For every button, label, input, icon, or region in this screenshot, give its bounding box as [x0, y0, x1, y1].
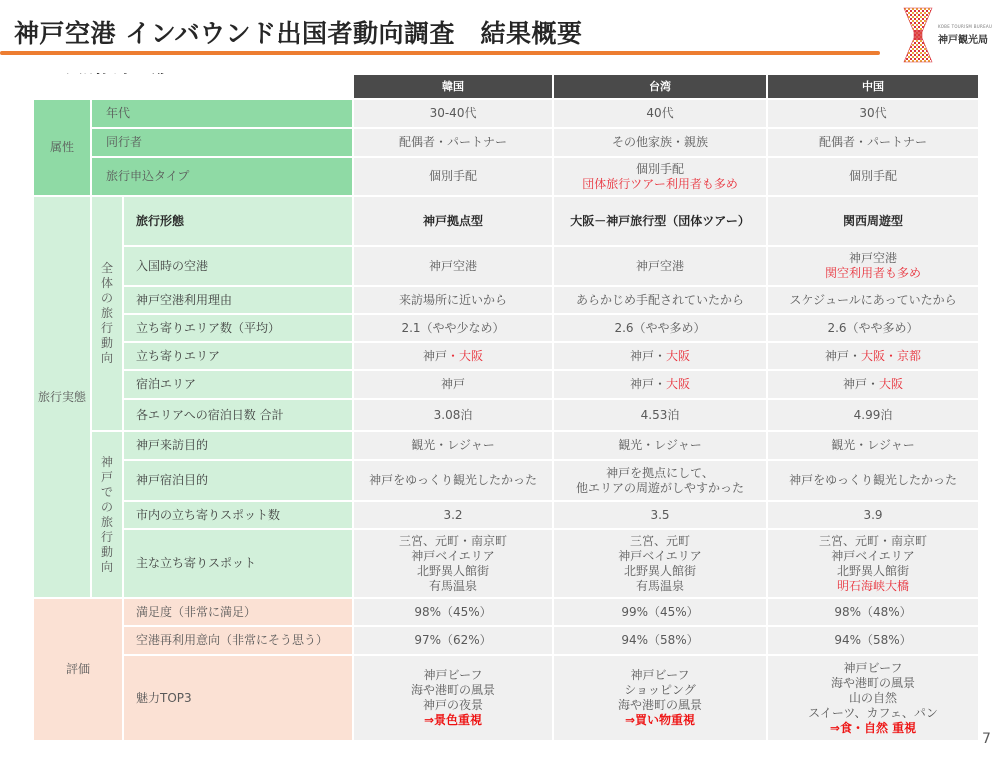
- table-row: [33, 342, 979, 370]
- table-row: [33, 529, 979, 598]
- row-label-area-count: 立ち寄りエリア数（平均）: [123, 314, 353, 342]
- cell-taiwan-style: 大阪－神戸旅行型（団体ツアー）: [553, 196, 767, 246]
- cell-china-spots: 三宮、元町・南京町 神戸ベイエリア 北野異人館街 明石海峡大橋: [767, 529, 979, 598]
- subgroup-travel-kobe: 神戸での旅行動向: [91, 431, 123, 598]
- title-underline: [0, 51, 880, 55]
- cell-china-stay-area: 神戸・大阪: [767, 370, 979, 399]
- row-label-satisfaction: 満足度（非常に満足）: [123, 598, 353, 626]
- cell-taiwan-stay-area: 神戸・大阪: [553, 370, 767, 399]
- cell-korea-arrival-airport: 神戸空港: [353, 246, 553, 286]
- row-label-kobe-reason: 神戸空港利用理由: [123, 286, 353, 314]
- cell-taiwan-reuse: 94%（58%）: [553, 626, 767, 655]
- page-title: 神戸空港 インバウンド出国者動向調査 結果概要: [14, 19, 583, 48]
- row-label-age: 年代: [91, 99, 353, 128]
- cell-korea-area-count: 2.1（やや少なめ）: [353, 314, 553, 342]
- subgroup-travel-overall: 全体の旅行動向: [91, 196, 123, 431]
- cell-china-style: 関西周遊型: [767, 196, 979, 246]
- cell-china-arrival-airport: 神戸空港 関空利用者も多め: [767, 246, 979, 286]
- cell-korea-age: 30-40代: [353, 99, 553, 128]
- row-label-arrival-airport: 入国時の空港: [123, 246, 353, 286]
- table-row: [33, 626, 979, 655]
- row-label-booking: 旅行申込タイプ: [91, 157, 353, 196]
- table-row: [33, 598, 979, 626]
- table-row: [33, 460, 979, 501]
- cell-korea-companion: 配偶者・パートナー: [353, 128, 553, 157]
- cell-china-nights: 4.99泊: [767, 399, 979, 431]
- group-evaluation: 評価: [33, 598, 123, 741]
- row-label-stay-area: 宿泊エリア: [123, 370, 353, 399]
- cell-taiwan-spot-count: 3.5: [553, 501, 767, 529]
- group-travel: 旅行実態: [33, 196, 91, 598]
- cell-korea-style: 神戸拠点型: [353, 196, 553, 246]
- cell-taiwan-satisfaction: 99%（45%）: [553, 598, 767, 626]
- cell-china-spot-count: 3.9: [767, 501, 979, 529]
- cell-taiwan-age: 40代: [553, 99, 767, 128]
- table-row: [33, 99, 979, 128]
- cell-korea-spots: 三宮、元町・南京町 神戸ベイエリア 北野異人館街 有馬温泉: [353, 529, 553, 598]
- logo-english-text: KOBE TOURISM BUREAU: [938, 24, 993, 29]
- row-label-spot-count: 市内の立ち寄りスポット数: [123, 501, 353, 529]
- cell-korea-nights: 3.08泊: [353, 399, 553, 431]
- cell-korea-stay-purpose: 神戸をゆっくり観光したかった: [353, 460, 553, 501]
- row-label-stay-purpose: 神戸宿泊目的: [123, 460, 353, 501]
- cell-korea-spot-count: 3.2: [353, 501, 553, 529]
- table-header-row: [33, 74, 979, 99]
- table-row: [33, 314, 979, 342]
- cell-china-kobe-reason: スケジュールにあっていたから: [767, 286, 979, 314]
- table-row: [33, 157, 979, 196]
- cell-taiwan-visit-purpose: 観光・レジャー: [553, 431, 767, 460]
- cell-korea-visit-purpose: 観光・レジャー: [353, 431, 553, 460]
- cell-taiwan-nights: 4.53泊: [553, 399, 767, 431]
- cell-korea-booking: 個別手配: [353, 157, 553, 196]
- table-row: [33, 431, 979, 460]
- cell-korea-stay-area: 神戸: [353, 370, 553, 399]
- row-label-spots: 主な立ち寄りスポット: [123, 529, 353, 598]
- kobe-tourism-logo: [902, 6, 997, 64]
- table-row: [33, 128, 979, 157]
- table-row: [33, 501, 979, 529]
- row-label-areas: 立ち寄りエリア: [123, 342, 353, 370]
- cell-china-appeal: 神戸ビーフ 海や港町の風景 山の自然 スイーツ、カフェ、パン ⇒食・自然 重視: [767, 655, 979, 741]
- row-label-companion: 同行者: [91, 128, 353, 157]
- hourglass-pattern-icon: [902, 6, 934, 64]
- cell-taiwan-appeal: 神戸ビーフ ショッピング 海や港町の風景 ⇒買い物重視: [553, 655, 767, 741]
- cell-taiwan-spots: 三宮、元町 神戸ベイエリア 北野異人館街 有馬温泉: [553, 529, 767, 598]
- cell-taiwan-companion: その他家族・親族: [553, 128, 767, 157]
- cell-taiwan-areas: 神戸・大阪: [553, 342, 767, 370]
- table-row: [33, 655, 979, 741]
- column-header-taiwan: 台湾: [553, 74, 767, 99]
- page-number: 7: [982, 731, 991, 747]
- cell-taiwan-stay-purpose: 神戸を拠点にして、 他エリアの周遊がしやすかった: [553, 460, 767, 501]
- table-row: [33, 370, 979, 399]
- cell-korea-areas: 神戸・大阪: [353, 342, 553, 370]
- row-label-appeal: 魅力TOP3: [123, 655, 353, 741]
- cell-china-reuse: 94%（58%）: [767, 626, 979, 655]
- table-row: [33, 246, 979, 286]
- cell-china-age: 30代: [767, 99, 979, 128]
- group-attributes: 属性: [33, 99, 91, 196]
- cell-china-satisfaction: 98%（48%）: [767, 598, 979, 626]
- row-label-style: 旅行形態: [123, 196, 353, 246]
- cell-korea-kobe-reason: 来訪場所に近いから: [353, 286, 553, 314]
- table-row: [33, 286, 979, 314]
- cell-taiwan-booking: 個別手配 団体旅行ツアー利用者も多め: [553, 157, 767, 196]
- cell-taiwan-arrival-airport: 神戸空港: [553, 246, 767, 286]
- table-row: [33, 399, 979, 431]
- table-row: [33, 196, 979, 246]
- column-header-korea: 韓国: [353, 74, 553, 99]
- row-label-nights: 各エリアへの宿泊日数 合計: [123, 399, 353, 431]
- cell-china-areas: 神戸・大阪・京都: [767, 342, 979, 370]
- cell-taiwan-kobe-reason: あらかじめ手配されていたから: [553, 286, 767, 314]
- country-trend-table: [32, 73, 980, 742]
- cell-korea-satisfaction: 98%（45%）: [353, 598, 553, 626]
- cell-china-companion: 配偶者・パートナー: [767, 128, 979, 157]
- row-label-reuse: 空港再利用意向（非常にそう思う）: [123, 626, 353, 655]
- cell-china-stay-purpose: 神戸をゆっくり観光したかった: [767, 460, 979, 501]
- column-header-china: 中国: [767, 74, 979, 99]
- cell-china-visit-purpose: 観光・レジャー: [767, 431, 979, 460]
- cell-china-booking: 個別手配: [767, 157, 979, 196]
- cell-korea-appeal: 神戸ビーフ 海や港町の風景 神戸の夜景 ⇒景色重視: [353, 655, 553, 741]
- logo-japanese-text: 神戸観光局: [938, 35, 988, 46]
- cell-korea-reuse: 97%（62%）: [353, 626, 553, 655]
- cell-china-area-count: 2.6（やや多め）: [767, 314, 979, 342]
- cell-taiwan-area-count: 2.6（やや多め）: [553, 314, 767, 342]
- row-label-visit-purpose: 神戸来訪目的: [123, 431, 353, 460]
